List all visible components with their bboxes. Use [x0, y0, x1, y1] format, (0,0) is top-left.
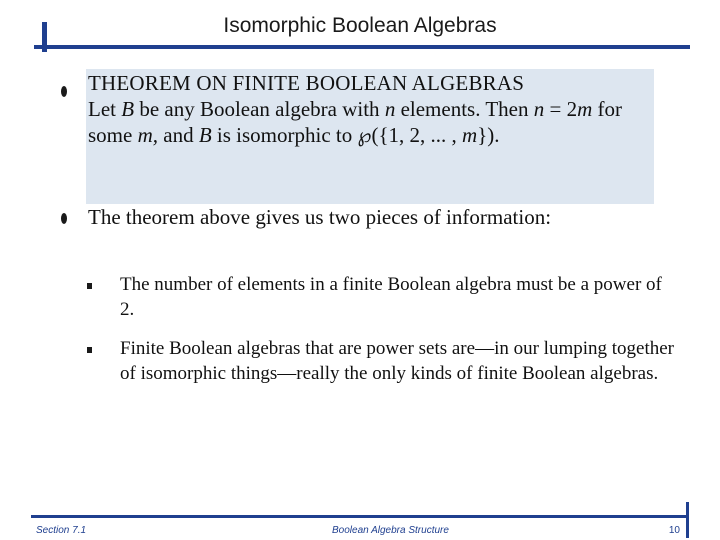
subbullet-text-1: The number of elements in a finite Boolean algebra must be a power of 2.	[120, 274, 662, 320]
theorem-text: }).	[477, 123, 500, 147]
subbullet-square-2	[87, 347, 92, 353]
theorem-heading: THEOREM ON FINITE BOOLEAN ALGEBRAS	[88, 71, 525, 95]
page-number: 10	[668, 525, 680, 536]
theorem-paragraph	[88, 70, 662, 148]
theorem-text: and	[158, 123, 199, 147]
theorem-text: for some	[88, 97, 622, 147]
theorem-var: m	[577, 97, 593, 121]
theorem-var: n	[384, 97, 396, 121]
footer-rule-horizontal	[31, 515, 689, 518]
theorem-text: be any Boolean algebra with	[134, 97, 385, 121]
theorem-text: Let	[88, 97, 122, 121]
subbullet-square-1	[87, 283, 92, 289]
theorem-var: B	[198, 123, 212, 147]
footer-section: Section 7.1	[36, 525, 87, 536]
bullet-dot-1	[61, 86, 67, 97]
theorem-var: n	[533, 97, 545, 121]
bullet-text-2: The theorem above gives us two pieces of information:	[88, 205, 552, 229]
theorem-var: m,	[137, 123, 158, 147]
theorem-text: is isomorphic to	[211, 123, 358, 147]
slide-title: Isomorphic Boolean Algebras	[223, 14, 497, 37]
theorem-var: B	[121, 97, 135, 121]
powerset-symbol: ℘	[357, 123, 372, 147]
theorem-var: m	[462, 123, 478, 147]
bullet-dot-2	[61, 213, 67, 224]
theorem-text: ({1, 2, ... ,	[371, 123, 463, 147]
theorem-text: = 2	[544, 97, 578, 121]
footer-rule-vertical	[686, 502, 689, 538]
title-rule-horizontal	[34, 45, 690, 49]
theorem-text: elements. Then	[395, 97, 534, 121]
footer-title: Boolean Algebra Structure	[332, 525, 449, 536]
subbullet-text-2: Finite Boolean algebras that are power sets are—in our lumping together of isomorphic things—really the only kinds of finite Boolean algebras.	[120, 338, 675, 384]
